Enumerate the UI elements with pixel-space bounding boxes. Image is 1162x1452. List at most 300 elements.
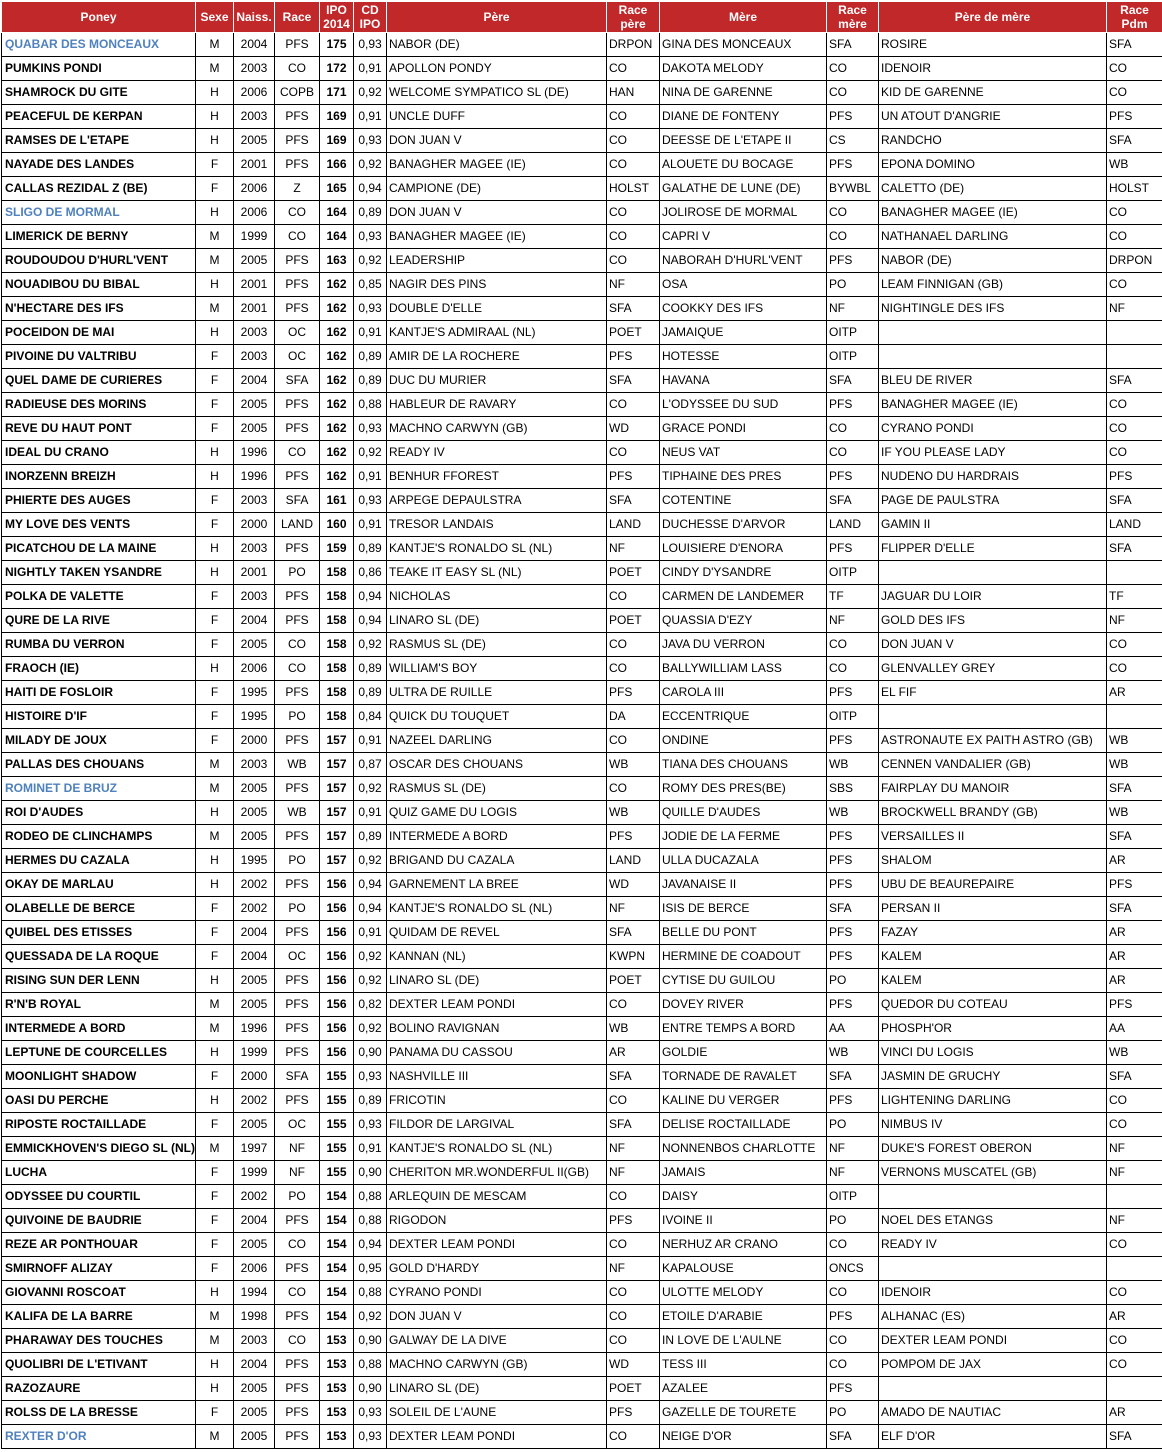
poney-name-cell: QUOLIBRI DE L'ETIVANT xyxy=(2,1353,196,1377)
race-pere-cell: WB xyxy=(607,801,660,825)
race-cell: PFS xyxy=(275,585,320,609)
race-cell: PFS xyxy=(275,873,320,897)
race-pdm-cell: CO xyxy=(1107,225,1162,249)
mere-cell: HAVANA xyxy=(660,369,827,393)
pere-cell: DUC DU MURIER xyxy=(387,369,607,393)
pere-cell: DON JUAN V xyxy=(387,129,607,153)
table-row xyxy=(2,633,1162,657)
cd-ipo-cell: 0,89 xyxy=(354,345,387,369)
naissance-cell: 2005 xyxy=(234,417,275,441)
table-row xyxy=(2,417,1162,441)
race-mere-cell: PO xyxy=(827,273,879,297)
table-row xyxy=(2,1281,1162,1305)
cd-ipo-cell: 0,90 xyxy=(354,1041,387,1065)
race-cell: CO xyxy=(275,57,320,81)
mere-cell: JAMAIS xyxy=(660,1161,827,1185)
sexe-cell: M xyxy=(196,1425,234,1449)
table-row xyxy=(2,729,1162,753)
mere-cell: ONDINE xyxy=(660,729,827,753)
mere-cell: IN LOVE DE L'AULNE xyxy=(660,1329,827,1353)
sexe-cell: F xyxy=(196,609,234,633)
poney-name-cell: INORZENN BREIZH xyxy=(2,465,196,489)
mere-cell: GRACE PONDI xyxy=(660,417,827,441)
ipo-2014-cell: 155 xyxy=(320,1113,354,1137)
pere-cell: NICHOLAS xyxy=(387,585,607,609)
race-pdm-cell: TF xyxy=(1107,585,1162,609)
sexe-cell: M xyxy=(196,1017,234,1041)
race-pere-cell: CO xyxy=(607,777,660,801)
naissance-cell: 2005 xyxy=(234,1425,275,1449)
pere-de-mere-cell: NABOR (DE) xyxy=(879,249,1107,273)
race-pere-cell: CO xyxy=(607,993,660,1017)
race-pere-cell: POET xyxy=(607,609,660,633)
table-row xyxy=(2,609,1162,633)
race-mere-cell: OITP xyxy=(827,345,879,369)
poney-name-cell: ROMINET DE BRUZ xyxy=(2,777,196,801)
ipo-2014-cell: 154 xyxy=(320,1257,354,1281)
race-pere-cell: WD xyxy=(607,1353,660,1377)
naissance-cell: 2004 xyxy=(234,1353,275,1377)
race-pdm-cell: SFA xyxy=(1107,537,1162,561)
sexe-cell: F xyxy=(196,705,234,729)
table-row xyxy=(2,345,1162,369)
ipo-2014-cell: 156 xyxy=(320,1017,354,1041)
table-row xyxy=(2,1137,1162,1161)
pere-de-mere-cell: BROCKWELL BRANDY (GB) xyxy=(879,801,1107,825)
poney-name-cell: OLABELLE DE BERCE xyxy=(2,897,196,921)
race-mere-cell: AA xyxy=(827,1017,879,1041)
sexe-cell: F xyxy=(196,1233,234,1257)
naissance-cell: 2001 xyxy=(234,297,275,321)
race-pdm-cell: DRPON xyxy=(1107,249,1162,273)
naissance-cell: 1996 xyxy=(234,465,275,489)
pere-cell: UNCLE DUFF xyxy=(387,105,607,129)
table-row xyxy=(2,273,1162,297)
sexe-cell: F xyxy=(196,1065,234,1089)
race-cell: PFS xyxy=(275,393,320,417)
race-mere-cell: SBS xyxy=(827,777,879,801)
cd-ipo-cell: 0,89 xyxy=(354,825,387,849)
naissance-cell: 2004 xyxy=(234,33,275,57)
pere-cell: KANTJE'S RONALDO SL (NL) xyxy=(387,1137,607,1161)
sexe-cell: H xyxy=(196,321,234,345)
cd-ipo-cell: 0,93 xyxy=(354,1113,387,1137)
race-cell: PFS xyxy=(275,1041,320,1065)
table-row xyxy=(2,201,1162,225)
sexe-cell: M xyxy=(196,825,234,849)
poney-name-cell: RIPOSTE ROCTAILLADE xyxy=(2,1113,196,1137)
race-mere-cell: CO xyxy=(827,1233,879,1257)
mere-cell: ISIS DE BERCE xyxy=(660,897,827,921)
sexe-cell: F xyxy=(196,1401,234,1425)
ipo-2014-cell: 164 xyxy=(320,225,354,249)
race-pdm-cell: PFS xyxy=(1107,993,1162,1017)
race-pere-cell: NF xyxy=(607,1257,660,1281)
pere-de-mere-cell: POMPOM DE JAX xyxy=(879,1353,1107,1377)
race-mere-cell: TF xyxy=(827,585,879,609)
pere-de-mere-cell: LIGHTENING DARLING xyxy=(879,1089,1107,1113)
poney-name-cell: REVE DU HAUT PONT xyxy=(2,417,196,441)
cd-ipo-cell: 0,91 xyxy=(354,57,387,81)
race-mere-cell: NF xyxy=(827,297,879,321)
table-row xyxy=(2,873,1162,897)
sexe-cell: F xyxy=(196,153,234,177)
race-pdm-cell: CO xyxy=(1107,417,1162,441)
race-pere-cell: PFS xyxy=(607,1401,660,1425)
ipo-2014-cell: 159 xyxy=(320,537,354,561)
sexe-cell: H xyxy=(196,273,234,297)
race-cell: OC xyxy=(275,945,320,969)
mere-cell: ETOILE D'ARABIE xyxy=(660,1305,827,1329)
naissance-cell: 2000 xyxy=(234,1065,275,1089)
race-pere-cell: CO xyxy=(607,201,660,225)
pere-de-mere-cell: NOEL DES ETANGS xyxy=(879,1209,1107,1233)
sexe-cell: H xyxy=(196,873,234,897)
pere-de-mere-cell: GOLD DES IFS xyxy=(879,609,1107,633)
mere-cell: JOLIROSE DE MORMAL xyxy=(660,201,827,225)
race-cell: CO xyxy=(275,1329,320,1353)
race-pdm-cell: SFA xyxy=(1107,1425,1162,1449)
cd-ipo-cell: 0,92 xyxy=(354,441,387,465)
mere-cell: DUCHESSE D'ARVOR xyxy=(660,513,827,537)
mere-cell: QUASSIA D'EZY xyxy=(660,609,827,633)
naissance-cell: 2005 xyxy=(234,393,275,417)
poney-name-cell: PICATCHOU DE LA MAINE xyxy=(2,537,196,561)
mere-cell: TORNADE DE RAVALET xyxy=(660,1065,827,1089)
race-mere-cell: PFS xyxy=(827,1089,879,1113)
pere-de-mere-cell: JAGUAR DU LOIR xyxy=(879,585,1107,609)
naissance-cell: 2004 xyxy=(234,369,275,393)
poney-name-cell: REZE AR PONTHOUAR xyxy=(2,1233,196,1257)
race-pdm-cell xyxy=(1107,1185,1162,1209)
naissance-cell: 1999 xyxy=(234,1161,275,1185)
sexe-cell: H xyxy=(196,1089,234,1113)
race-cell: WB xyxy=(275,801,320,825)
race-cell: PFS xyxy=(275,777,320,801)
poney-name-cell: HISTOIRE D'IF xyxy=(2,705,196,729)
poney-name-cell: RAZOZAURE xyxy=(2,1377,196,1401)
cd-ipo-cell: 0,88 xyxy=(354,1281,387,1305)
race-cell: PFS xyxy=(275,921,320,945)
race-cell: PFS xyxy=(275,1017,320,1041)
cd-ipo-cell: 0,93 xyxy=(354,1065,387,1089)
race-mere-cell: PO xyxy=(827,969,879,993)
race-mere-cell: PFS xyxy=(827,729,879,753)
race-pdm-cell: CO xyxy=(1107,657,1162,681)
poney-name-cell: REXTER D'OR xyxy=(2,1425,196,1449)
race-cell: PO xyxy=(275,561,320,585)
ipo-2014-cell: 162 xyxy=(320,369,354,393)
table-row xyxy=(2,801,1162,825)
race-cell: PFS xyxy=(275,249,320,273)
cd-ipo-cell: 0,91 xyxy=(354,801,387,825)
pere-de-mere-cell: CENNEN VANDALIER (GB) xyxy=(879,753,1107,777)
table-row xyxy=(2,1185,1162,1209)
race-pere-cell: CO xyxy=(607,1089,660,1113)
poney-name-cell: LUCHA xyxy=(2,1161,196,1185)
race-cell: PFS xyxy=(275,153,320,177)
race-cell: PFS xyxy=(275,1089,320,1113)
race-pere-cell: CO xyxy=(607,129,660,153)
poney-name-cell: QURE DE LA RIVE xyxy=(2,609,196,633)
cd-ipo-cell: 0,91 xyxy=(354,105,387,129)
race-pere-cell: SFA xyxy=(607,1113,660,1137)
pere-cell: LINARO SL (DE) xyxy=(387,609,607,633)
race-mere-cell: NF xyxy=(827,1137,879,1161)
pere-de-mere-cell: ALHANAC (ES) xyxy=(879,1305,1107,1329)
cd-ipo-cell: 0,91 xyxy=(354,465,387,489)
table-row xyxy=(2,177,1162,201)
sexe-cell: M xyxy=(196,993,234,1017)
race-pere-cell: LAND xyxy=(607,849,660,873)
cd-ipo-cell: 0,93 xyxy=(354,33,387,57)
mere-cell: DAISY xyxy=(660,1185,827,1209)
race-cell: PO xyxy=(275,897,320,921)
race-mere-cell: OITP xyxy=(827,561,879,585)
cd-ipo-cell: 0,93 xyxy=(354,417,387,441)
ipo-2014-cell: 161 xyxy=(320,489,354,513)
race-cell: CO xyxy=(275,1281,320,1305)
ipo-2014-cell: 162 xyxy=(320,465,354,489)
pere-de-mere-cell: NATHANAEL DARLING xyxy=(879,225,1107,249)
table-row xyxy=(2,1209,1162,1233)
race-pdm-cell: CO xyxy=(1107,1113,1162,1137)
race-mere-cell: CO xyxy=(827,57,879,81)
naissance-cell: 1998 xyxy=(234,1305,275,1329)
poney-name-cell: R'N'B ROYAL xyxy=(2,993,196,1017)
poney-name-cell: CALLAS REZIDAL Z (BE) xyxy=(2,177,196,201)
pere-cell: INTERMEDE A BORD xyxy=(387,825,607,849)
poney-name-cell: PHARAWAY DES TOUCHES xyxy=(2,1329,196,1353)
sexe-cell: M xyxy=(196,777,234,801)
race-cell: PFS xyxy=(275,417,320,441)
naissance-cell: 2003 xyxy=(234,1329,275,1353)
pere-cell: DEXTER LEAM PONDI xyxy=(387,993,607,1017)
naissance-cell: 2005 xyxy=(234,969,275,993)
race-mere-cell: SFA xyxy=(827,897,879,921)
race-pere-cell: CO xyxy=(607,105,660,129)
pere-cell: TRESOR LANDAIS xyxy=(387,513,607,537)
ipo-2014-cell: 162 xyxy=(320,345,354,369)
cd-ipo-cell: 0,89 xyxy=(354,657,387,681)
race-pdm-cell: AR xyxy=(1107,681,1162,705)
pere-de-mere-cell: VERNONS MUSCATEL (GB) xyxy=(879,1161,1107,1185)
ipo-2014-cell: 155 xyxy=(320,1089,354,1113)
sexe-cell: F xyxy=(196,585,234,609)
sexe-cell: F xyxy=(196,1185,234,1209)
poney-name-cell: INTERMEDE A BORD xyxy=(2,1017,196,1041)
table-row xyxy=(2,57,1162,81)
table-row xyxy=(2,1377,1162,1401)
race-pere-cell: PFS xyxy=(607,825,660,849)
pere-cell: ULTRA DE RUILLE xyxy=(387,681,607,705)
race-mere-cell: LAND xyxy=(827,513,879,537)
pere-cell: GALWAY DE LA DIVE xyxy=(387,1329,607,1353)
table-row xyxy=(2,993,1162,1017)
pere-cell: CHERITON MR.WONDERFUL II(GB) xyxy=(387,1161,607,1185)
naissance-cell: 2005 xyxy=(234,633,275,657)
race-pere-cell: WD xyxy=(607,873,660,897)
pere-cell: RASMUS SL (DE) xyxy=(387,777,607,801)
header-cd-ipo: CD IPO xyxy=(354,2,387,33)
race-pdm-cell: WB xyxy=(1107,1041,1162,1065)
race-cell: SFA xyxy=(275,369,320,393)
race-cell: PFS xyxy=(275,1257,320,1281)
cd-ipo-cell: 0,94 xyxy=(354,177,387,201)
table-row xyxy=(2,321,1162,345)
race-pdm-cell: SFA xyxy=(1107,777,1162,801)
race-pdm-cell: PFS xyxy=(1107,873,1162,897)
ipo-2014-cell: 155 xyxy=(320,1161,354,1185)
mere-cell: ULOTTE MELODY xyxy=(660,1281,827,1305)
naissance-cell: 2000 xyxy=(234,729,275,753)
cd-ipo-cell: 0,94 xyxy=(354,897,387,921)
pere-de-mere-cell: ASTRONAUTE EX PAITH ASTRO (GB) xyxy=(879,729,1107,753)
ipo-2014-cell: 162 xyxy=(320,417,354,441)
ipo-2014-cell: 175 xyxy=(320,33,354,57)
pere-de-mere-cell: EPONA DOMINO xyxy=(879,153,1107,177)
race-mere-cell: PFS xyxy=(827,537,879,561)
pere-de-mere-cell xyxy=(879,1377,1107,1401)
cd-ipo-cell: 0,92 xyxy=(354,1017,387,1041)
mere-cell: AZALEE xyxy=(660,1377,827,1401)
sexe-cell: F xyxy=(196,417,234,441)
race-cell: PFS xyxy=(275,609,320,633)
pere-de-mere-cell: UBU DE BEAUREPAIRE xyxy=(879,873,1107,897)
ipo-2014-cell: 156 xyxy=(320,1041,354,1065)
pere-de-mere-cell: RANDCHO xyxy=(879,129,1107,153)
mere-cell: NONNENBOS CHARLOTTE xyxy=(660,1137,827,1161)
ipo-2014-cell: 156 xyxy=(320,873,354,897)
cd-ipo-cell: 0,88 xyxy=(354,393,387,417)
mere-cell: GAZELLE DE TOURETE xyxy=(660,1401,827,1425)
race-cell: Z xyxy=(275,177,320,201)
sexe-cell: H xyxy=(196,801,234,825)
sexe-cell: H xyxy=(196,1377,234,1401)
pere-de-mere-cell: GLENVALLEY GREY xyxy=(879,657,1107,681)
ipo-2014-cell: 158 xyxy=(320,633,354,657)
race-pdm-cell xyxy=(1107,345,1162,369)
pere-de-mere-cell: GAMIN II xyxy=(879,513,1107,537)
ipo-2014-cell: 169 xyxy=(320,129,354,153)
mere-cell: ENTRE TEMPS A BORD xyxy=(660,1017,827,1041)
sexe-cell: H xyxy=(196,561,234,585)
sexe-cell: H xyxy=(196,1281,234,1305)
sexe-cell: F xyxy=(196,1257,234,1281)
table-row xyxy=(2,1089,1162,1113)
pere-cell: DOUBLE D'ELLE xyxy=(387,297,607,321)
pere-cell: DON JUAN V xyxy=(387,201,607,225)
race-mere-cell: PFS xyxy=(827,153,879,177)
pere-cell: WILLIAM'S BOY xyxy=(387,657,607,681)
mere-cell: BALLYWILLIAM LASS xyxy=(660,657,827,681)
pere-de-mere-cell: IDENOIR xyxy=(879,1281,1107,1305)
poney-name-cell: LIMERICK DE BERNY xyxy=(2,225,196,249)
poney-name-cell: SMIRNOFF ALIZAY xyxy=(2,1257,196,1281)
naissance-cell: 2000 xyxy=(234,513,275,537)
poney-name-cell: IDEAL DU CRANO xyxy=(2,441,196,465)
race-pere-cell: WD xyxy=(607,417,660,441)
race-pere-cell: CO xyxy=(607,1305,660,1329)
cd-ipo-cell: 0,94 xyxy=(354,1233,387,1257)
race-pdm-cell: WB xyxy=(1107,153,1162,177)
table-row xyxy=(2,537,1162,561)
poney-name-cell: ODYSSEE DU COURTIL xyxy=(2,1185,196,1209)
table-row xyxy=(2,585,1162,609)
naissance-cell: 2005 xyxy=(234,801,275,825)
naissance-cell: 2002 xyxy=(234,1089,275,1113)
pere-de-mere-cell: CALETTO (DE) xyxy=(879,177,1107,201)
mere-cell: OSA xyxy=(660,273,827,297)
race-mere-cell: PFS xyxy=(827,993,879,1017)
race-mere-cell: PFS xyxy=(827,249,879,273)
race-pdm-cell: NF xyxy=(1107,1209,1162,1233)
race-pdm-cell: AA xyxy=(1107,1017,1162,1041)
race-pere-cell: NF xyxy=(607,537,660,561)
poney-name-cell: QUIVOINE DE BAUDRIE xyxy=(2,1209,196,1233)
pere-cell: WELCOME SYMPATICO SL (DE) xyxy=(387,81,607,105)
race-pere-cell: SFA xyxy=(607,369,660,393)
sexe-cell: F xyxy=(196,921,234,945)
ipo-2014-cell: 156 xyxy=(320,945,354,969)
mere-cell: TIPHAINE DES PRES xyxy=(660,465,827,489)
pere-de-mere-cell: CYRANO PONDI xyxy=(879,417,1107,441)
naissance-cell: 2003 xyxy=(234,57,275,81)
mere-cell: CARMEN DE LANDEMER xyxy=(660,585,827,609)
table-row xyxy=(2,681,1162,705)
cd-ipo-cell: 0,88 xyxy=(354,1353,387,1377)
mere-cell: HERMINE DE COADOUT xyxy=(660,945,827,969)
sexe-cell: M xyxy=(196,33,234,57)
pere-de-mere-cell: KALEM xyxy=(879,945,1107,969)
sexe-cell: H xyxy=(196,849,234,873)
race-pere-cell: CO xyxy=(607,1185,660,1209)
race-pdm-cell xyxy=(1107,321,1162,345)
race-mere-cell: WB xyxy=(827,1041,879,1065)
ipo-2014-cell: 157 xyxy=(320,801,354,825)
pere-cell: KANNAN (NL) xyxy=(387,945,607,969)
poney-name-cell: SHAMROCK DU GITE xyxy=(2,81,196,105)
cd-ipo-cell: 0,89 xyxy=(354,369,387,393)
race-cell: PO xyxy=(275,705,320,729)
race-pere-cell: NF xyxy=(607,1137,660,1161)
cd-ipo-cell: 0,91 xyxy=(354,321,387,345)
race-cell: PFS xyxy=(275,1425,320,1449)
ipo-2014-cell: 155 xyxy=(320,1065,354,1089)
race-cell: PFS xyxy=(275,33,320,57)
pere-cell: TEAKE IT EASY SL (NL) xyxy=(387,561,607,585)
ipo-2014-cell: 172 xyxy=(320,57,354,81)
race-pdm-cell: NF xyxy=(1107,297,1162,321)
poney-name-cell: GIOVANNI ROSCOAT xyxy=(2,1281,196,1305)
race-mere-cell: PFS xyxy=(827,1377,879,1401)
pere-cell: MACHNO CARWYN (GB) xyxy=(387,417,607,441)
sexe-cell: H xyxy=(196,105,234,129)
race-pdm-cell: SFA xyxy=(1107,897,1162,921)
cd-ipo-cell: 0,92 xyxy=(354,777,387,801)
poney-name-cell: RODEO DE CLINCHAMPS xyxy=(2,825,196,849)
table-row xyxy=(2,81,1162,105)
race-pdm-cell: HOLST xyxy=(1107,177,1162,201)
sexe-cell: F xyxy=(196,1161,234,1185)
naissance-cell: 2004 xyxy=(234,609,275,633)
sexe-cell: H xyxy=(196,1353,234,1377)
naissance-cell: 2003 xyxy=(234,105,275,129)
cd-ipo-cell: 0,92 xyxy=(354,969,387,993)
pere-cell: NABOR (DE) xyxy=(387,33,607,57)
race-cell: PFS xyxy=(275,105,320,129)
ipo-2014-cell: 154 xyxy=(320,1233,354,1257)
